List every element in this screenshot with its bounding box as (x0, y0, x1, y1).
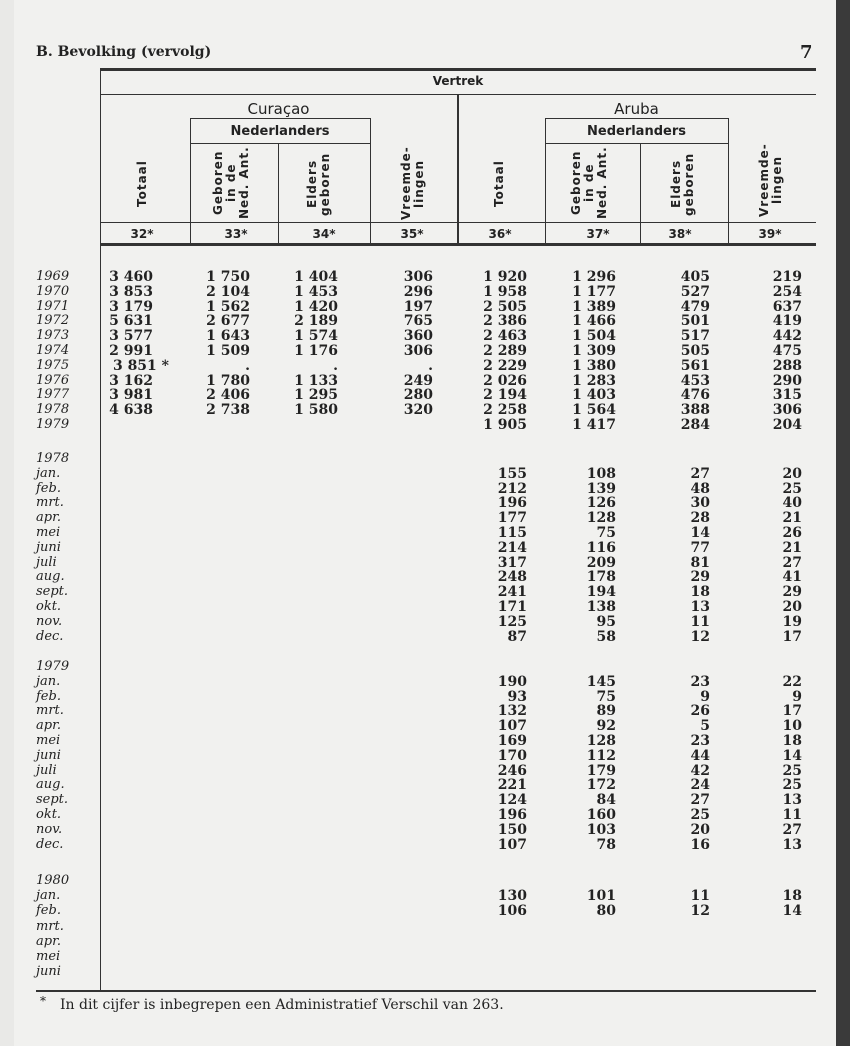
table-cell: 30 (690, 495, 710, 512)
table-cell: 41 (782, 569, 802, 586)
table-cell: 106 (497, 903, 527, 920)
row-label: nov. (36, 613, 63, 629)
row-label: feb. (36, 903, 61, 919)
row-label: feb. (36, 480, 61, 496)
table-cell: 204 (772, 417, 802, 433)
table-cell: 2 463 (483, 328, 527, 345)
table-cell: 1 133 (294, 372, 338, 389)
table-cell: 306 (403, 269, 433, 285)
row-label: aug. (36, 777, 65, 793)
table-cell: 246 (497, 762, 527, 779)
row-label: 1969 (36, 269, 70, 284)
rule (100, 243, 816, 246)
row-label: 1979 (36, 659, 70, 674)
table-cell: 13 (782, 792, 802, 809)
table-cell: 388 (680, 402, 710, 419)
table-cell: 212 (497, 480, 527, 497)
column-number: 35* (400, 227, 424, 241)
table-cell: 1 958 (483, 283, 527, 300)
table-cell: 17 (782, 628, 802, 645)
table-cell: 29 (782, 584, 802, 601)
table-cell: 2 026 (483, 372, 527, 389)
table-cell: . (428, 357, 433, 374)
table-cell: . (333, 357, 338, 374)
table-cell: 138 (586, 599, 616, 615)
table-cell: 130 (497, 888, 527, 905)
group-curacao: Curaçao (247, 100, 310, 118)
table-cell: 160 (586, 807, 616, 823)
table-cell: 9 (700, 688, 710, 705)
table-cell: 16 (690, 836, 710, 853)
page-edge (836, 0, 850, 1046)
column-number: 38* (668, 227, 692, 241)
divider (545, 118, 546, 245)
table-cell: 214 (497, 539, 527, 556)
table-cell: 360 (403, 328, 433, 345)
table-cell: 221 (497, 777, 527, 794)
row-label: jan. (36, 465, 61, 481)
table-cell: 93 (507, 688, 527, 705)
table-cell: 194 (586, 584, 616, 601)
table-cell: 1 177 (572, 283, 616, 300)
table-cell: 14 (782, 747, 802, 764)
table-cell: 254 (772, 283, 802, 300)
table-cell: 2 386 (483, 313, 527, 330)
table-cell: 1 504 (572, 328, 616, 345)
divider (278, 143, 279, 245)
table-cell: 1 309 (572, 343, 616, 359)
table-cell: 1 295 (294, 387, 338, 404)
row-label: mrt. (36, 918, 64, 934)
table-cell: 11 (690, 613, 710, 630)
table-cell: 280 (403, 387, 433, 404)
table-cell: 44 (690, 747, 710, 764)
table-cell: 22 (782, 673, 802, 690)
row-label: okt. (36, 807, 62, 822)
row-label: dec. (36, 628, 64, 644)
table-cell: 288 (772, 357, 802, 374)
table-cell: 501 (680, 313, 710, 330)
table-cell: 1 920 (483, 269, 527, 285)
row-label: juni (36, 539, 61, 555)
col-38-header: Elders geboren (669, 152, 696, 216)
table-cell: 2 229 (483, 357, 527, 374)
table-cell: 2 104 (206, 283, 250, 300)
table-cell: 190 (497, 673, 527, 690)
row-label: mrt. (36, 703, 64, 719)
table-cell: 5 (700, 718, 710, 735)
divider (728, 118, 729, 245)
rule (545, 143, 728, 144)
table-cell: 42 (690, 762, 710, 779)
table-cell: 25 (782, 777, 802, 794)
table-cell: 155 (497, 465, 527, 482)
table-cell: 18 (782, 888, 802, 905)
table-cell: 89 (596, 703, 616, 720)
col-37-header: Geboren in de Ned. Ant. (569, 146, 609, 220)
row-label: apr. (36, 510, 61, 526)
table-cell: 108 (586, 465, 616, 482)
column-number: 37* (586, 227, 610, 241)
table-cell: 1 404 (294, 269, 338, 285)
row-label: jan. (36, 673, 61, 689)
row-label: juli (36, 762, 57, 778)
table-cell: 1 580 (294, 402, 338, 419)
row-label: juli (36, 554, 57, 570)
row-label: 1979 (36, 417, 70, 432)
divider (640, 143, 641, 245)
row-label: sept. (36, 792, 69, 808)
table-cell: 290 (772, 372, 802, 389)
table-cell: 317 (497, 554, 527, 571)
table-cell: 219 (772, 269, 802, 285)
table-cell: 78 (596, 836, 616, 853)
table-cell: 139 (586, 480, 616, 497)
row-label: mei (36, 733, 61, 748)
table-cell: 18 (690, 584, 710, 601)
column-number: 39* (758, 227, 782, 241)
row-label: 1973 (36, 328, 70, 344)
table-cell: 27 (782, 554, 802, 571)
table-cell: 306 (772, 402, 802, 419)
table-cell: 115 (497, 525, 527, 541)
table-cell: 58 (596, 628, 616, 645)
table-cell: 124 (497, 792, 527, 809)
table-cell: 24 (690, 777, 710, 794)
table-cell: 75 (596, 525, 616, 541)
row-label: juni (36, 964, 61, 980)
table-cell: 107 (497, 718, 527, 735)
col-36-header: Totaal (492, 160, 506, 208)
table-cell: 25 (782, 762, 802, 779)
table-cell: 1 509 (206, 343, 250, 359)
table-cell: 1 296 (572, 269, 616, 285)
divider (190, 118, 191, 245)
table-cell: 1 562 (206, 298, 250, 315)
row-label: 1971 (36, 298, 70, 314)
table-cell: 1 420 (294, 298, 338, 315)
table-cell: 196 (497, 495, 527, 512)
table-cell: 26 (782, 525, 802, 541)
table-cell: 1 453 (294, 283, 338, 300)
table-cell: 453 (680, 372, 710, 389)
table-cell: 12 (690, 628, 710, 645)
table-cell: 442 (772, 328, 802, 345)
table-cell: 12 (690, 903, 710, 920)
table-cell: 11 (782, 807, 802, 823)
row-label: 1976 (36, 372, 70, 388)
table-cell: 48 (690, 480, 710, 497)
page-number: 7 (800, 42, 813, 63)
table-cell: 27 (782, 821, 802, 838)
table-cell: 125 (497, 613, 527, 630)
table-cell: 84 (596, 792, 616, 809)
row-label: apr. (36, 933, 61, 949)
table-cell: 3 851 * (112, 357, 169, 374)
table-cell: 80 (596, 903, 616, 920)
table-cell: 21 (782, 510, 802, 527)
table-cell: 248 (497, 569, 527, 586)
row-label: dec. (36, 836, 64, 852)
row-label: apr. (36, 718, 61, 734)
table-cell: 17 (782, 703, 802, 720)
table-cell: 18 (782, 733, 802, 749)
table-cell: 306 (403, 343, 433, 359)
rule (545, 118, 728, 119)
row-label: okt. (36, 599, 62, 614)
table-cell: 561 (680, 357, 710, 374)
row-label: jan. (36, 888, 61, 904)
table-cell: 103 (586, 821, 616, 838)
table-cell: 3 981 (109, 387, 153, 404)
table-cell: 14 (782, 903, 802, 920)
table-cell: 25 (782, 480, 802, 497)
table-cell: 29 (690, 569, 710, 586)
table-cell: 637 (772, 298, 802, 315)
column-number: 33* (224, 227, 248, 241)
table-cell: 1 176 (294, 343, 338, 359)
col-39-header: Vreemde-lingen (757, 143, 784, 217)
table-cell: 170 (497, 747, 527, 764)
table-cell: 23 (690, 673, 710, 690)
row-label: 1970 (36, 283, 70, 299)
table-cell: 77 (690, 539, 710, 556)
table-cell: 1 417 (572, 417, 616, 433)
table-cell: 87 (507, 628, 527, 645)
table-cell: 476 (680, 387, 710, 404)
table-cell: 196 (497, 807, 527, 823)
table-cell: 1 466 (572, 313, 616, 330)
subgroup-nederlanders-curacao: Nederlanders (230, 124, 330, 139)
table-cell: 479 (680, 298, 710, 315)
group-aruba: Aruba (614, 100, 659, 118)
row-label: 1978 (36, 402, 70, 418)
table-cell: 2 738 (206, 402, 250, 419)
table-cell: 5 631 (109, 313, 153, 330)
table-cell: 3 853 (109, 283, 153, 300)
table-cell: 172 (586, 777, 616, 794)
row-label: feb. (36, 688, 61, 704)
table-cell: 20 (782, 465, 802, 482)
table-cell: 28 (690, 510, 710, 527)
table-cell: 126 (586, 495, 616, 512)
row-label: nov. (36, 821, 63, 837)
row-label: mrt. (36, 495, 64, 511)
table-cell: 27 (690, 465, 710, 482)
table-cell: 27 (690, 792, 710, 809)
table-cell: 101 (586, 888, 616, 905)
table-cell: 419 (772, 313, 802, 330)
table-cell: 23 (690, 733, 710, 749)
table-cell: 517 (680, 328, 710, 345)
table-cell: 3 577 (109, 328, 153, 345)
table-title: Vertrek (432, 74, 484, 88)
row-label: 1980 (36, 873, 70, 888)
row-label: 1975 (36, 357, 70, 373)
table-cell: 179 (586, 762, 616, 779)
table-cell: 3 460 (109, 269, 153, 285)
table-cell: 249 (403, 372, 433, 389)
table-cell: 13 (782, 836, 802, 853)
subgroup-nederlanders-aruba: Nederlanders (587, 124, 686, 139)
table-cell: 2 289 (483, 343, 527, 359)
table-cell: 765 (403, 313, 433, 330)
table-cell: 9 (792, 688, 802, 705)
table-cell: 13 (690, 599, 710, 615)
table-cell: 1 403 (572, 387, 616, 404)
column-number: 32* (130, 227, 154, 241)
table-cell: 21 (782, 539, 802, 556)
table-cell: 1 905 (483, 417, 527, 433)
table-cell: 1 564 (572, 402, 616, 419)
col-35-header: Vreemde-lingen (399, 146, 426, 220)
table-cell: 25 (690, 807, 710, 823)
table-cell: 315 (772, 387, 802, 404)
table-cell: 209 (586, 554, 616, 571)
table-cell: 1 750 (206, 269, 250, 285)
footnote: In dit cijfer is inbegrepen een Administratief Verschil van 263. (60, 997, 504, 1013)
table-cell: 527 (680, 283, 710, 300)
row-label: juni (36, 747, 61, 763)
table-cell: 1 574 (294, 328, 338, 345)
top-rule (100, 68, 816, 71)
table-cell: 10 (782, 718, 802, 735)
table-cell: 19 (782, 613, 802, 630)
row-label: aug. (36, 569, 65, 585)
column-number: 36* (488, 227, 512, 241)
table-cell: 1 643 (206, 328, 250, 345)
table-cell: 177 (497, 510, 527, 527)
col-33-header: Geboren in de Ned. Ant. (211, 146, 251, 220)
table-cell: 11 (690, 888, 710, 905)
table-cell: 1 780 (206, 372, 250, 389)
table-cell: 92 (596, 718, 616, 735)
bottom-rule (36, 990, 816, 992)
table-cell: 75 (596, 688, 616, 705)
table-cell: 3 179 (109, 298, 153, 315)
table-cell: 132 (497, 703, 527, 720)
table-cell: 405 (680, 269, 710, 285)
table-cell: 171 (497, 599, 527, 615)
table-cell: 284 (680, 417, 710, 433)
table-cell: 3 162 (109, 372, 153, 389)
table-cell: 296 (403, 283, 433, 300)
table-cell: 95 (596, 613, 616, 630)
table-cell: 128 (586, 733, 616, 749)
col-34-header: Elders geboren (305, 152, 332, 216)
left-rule (100, 70, 101, 990)
table-cell: 197 (403, 298, 433, 315)
table-cell: 320 (403, 402, 433, 419)
table-cell: 4 638 (109, 402, 153, 419)
table-cell: 128 (586, 510, 616, 527)
table-cell: 107 (497, 836, 527, 853)
row-label: 1974 (36, 343, 70, 358)
table-cell: 26 (690, 703, 710, 720)
table-cell: 2 258 (483, 402, 527, 419)
table-cell: 1 380 (572, 357, 616, 374)
table-cell: 2 991 (109, 343, 153, 359)
row-label: 1972 (36, 313, 70, 329)
row-label: 1978 (36, 451, 70, 466)
column-number: 34* (312, 227, 336, 241)
table-cell: 505 (680, 343, 710, 359)
table-cell: 145 (586, 673, 616, 690)
row-label: mei (36, 949, 61, 964)
rule (100, 222, 816, 223)
table-cell: 112 (586, 747, 616, 764)
rule (190, 143, 370, 144)
row-label: sept. (36, 584, 69, 600)
row-label: mei (36, 525, 61, 540)
table-cell: 150 (497, 821, 527, 838)
section-title: B. Bevolking (vervolg) (36, 44, 212, 60)
table-cell: . (245, 357, 250, 374)
table-cell: 20 (690, 821, 710, 838)
table-cell: 20 (782, 599, 802, 615)
table-cell: 475 (772, 343, 802, 359)
col-32-header: Totaal (135, 160, 149, 208)
table-cell: 169 (497, 733, 527, 749)
table-cell: 40 (782, 495, 802, 512)
table-cell: 2 189 (294, 313, 338, 330)
table-cell: 2 406 (206, 387, 250, 404)
table-cell: 1 389 (572, 298, 616, 315)
row-label: 1977 (36, 387, 70, 403)
table-cell: 81 (690, 554, 710, 571)
rule (190, 118, 370, 119)
table-cell: 178 (586, 569, 616, 586)
table-cell: 14 (690, 525, 710, 541)
table-cell: 116 (586, 539, 616, 556)
footnote-mark: * (40, 994, 46, 1008)
table-cell: 2 194 (483, 387, 527, 404)
table-cell: 241 (497, 584, 527, 601)
divider (370, 118, 371, 245)
table-cell: 1 283 (572, 372, 616, 389)
table-cell: 2 505 (483, 298, 527, 315)
table-cell: 2 677 (206, 313, 250, 330)
